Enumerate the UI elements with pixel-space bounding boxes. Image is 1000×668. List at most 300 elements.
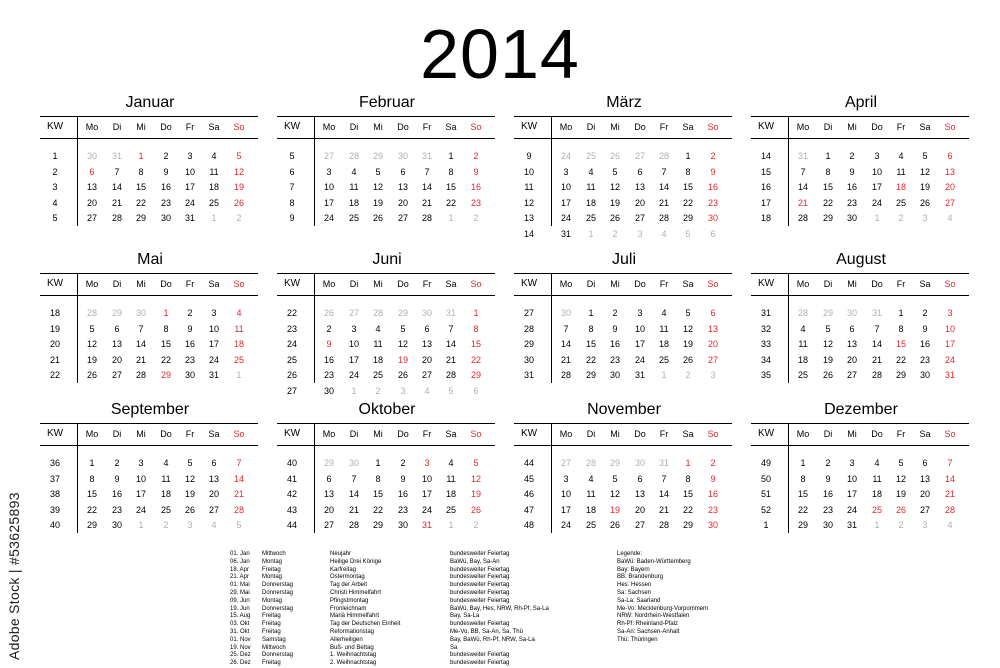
day-cell: 13 xyxy=(707,323,718,334)
day-cell: 21 xyxy=(135,354,146,365)
day-cell: 11 xyxy=(659,323,669,334)
day-cell: 21 xyxy=(871,354,882,365)
weekday-header: Sa xyxy=(682,122,694,132)
holiday-region: bundesweiter Feiertag xyxy=(450,551,510,557)
holiday-date: 19. Nov xyxy=(230,644,251,651)
week-number: 18 xyxy=(49,308,60,318)
day-cell: 14 xyxy=(797,182,808,193)
holiday-date: 31. Okt xyxy=(230,628,250,635)
adjacent-month-day: 3 xyxy=(637,229,643,239)
day-cell: 8 xyxy=(800,473,806,484)
weekday-header: Di xyxy=(349,279,359,289)
day-cell: 14 xyxy=(658,489,669,500)
holiday-weekday: Freitag xyxy=(262,613,281,620)
weekday-header: Fr xyxy=(185,279,195,289)
day-cell: 16 xyxy=(822,489,833,500)
week-number: 15 xyxy=(760,166,771,177)
legend-item: Thü: Thüringen xyxy=(617,636,658,643)
week-column-divider xyxy=(77,423,78,533)
week-number: 25 xyxy=(286,354,297,365)
day-cell: 21 xyxy=(944,489,955,500)
holiday-name: Christi Himmelfahrt xyxy=(330,589,382,596)
holiday-region: bundesweiter Feiertag xyxy=(450,589,510,596)
holiday-name: Reformationstag xyxy=(330,628,375,635)
adjacent-month-day: 1 xyxy=(138,520,144,531)
day-cell: 16 xyxy=(111,489,122,500)
day-cell: 31 xyxy=(634,370,645,381)
adjacent-month-day: 2 xyxy=(473,520,479,531)
holiday-region: BaWü, Bay, Hes, NRW, Rh-Pf, Sa-La xyxy=(450,605,549,612)
day-cell: 20 xyxy=(634,197,645,208)
divider xyxy=(514,116,732,117)
adjacent-month-day: 3 xyxy=(922,213,928,224)
adjacent-month-day: 24 xyxy=(560,151,571,161)
day-cell: 17 xyxy=(135,489,146,500)
weekday-header: Sa xyxy=(682,279,694,289)
day-cell: 16 xyxy=(707,182,718,193)
week-number: 16 xyxy=(760,182,771,193)
day-cell: 19 xyxy=(609,197,620,208)
week-number: 44 xyxy=(286,520,297,531)
week-number: 9 xyxy=(526,151,532,161)
day-cell: 12 xyxy=(609,489,620,500)
adjacent-month-day: 2 xyxy=(612,229,618,239)
day-cell: 27 xyxy=(86,213,97,224)
day-cell: 15 xyxy=(682,489,693,500)
day-cell: 2 xyxy=(163,151,169,161)
day-cell: 3 xyxy=(947,308,953,318)
weekday-header: So xyxy=(944,122,956,132)
day-cell: 27 xyxy=(944,197,955,208)
holiday-weekday: Montag xyxy=(262,574,283,581)
week-number: 37 xyxy=(49,473,60,484)
day-cell: 10 xyxy=(208,323,219,334)
week-number: 14 xyxy=(523,229,534,239)
week-number: 49 xyxy=(760,458,771,468)
adjacent-month-day: 25 xyxy=(585,151,596,161)
day-cell: 12 xyxy=(470,473,481,484)
day-cell: 8 xyxy=(588,323,594,334)
weekday-header: So xyxy=(707,429,719,439)
day-cell: 21 xyxy=(658,504,669,515)
day-cell: 19 xyxy=(233,182,244,193)
day-cell: 6 xyxy=(922,458,928,468)
weekday-header: So xyxy=(233,122,245,132)
holiday-weekdays-column xyxy=(262,551,293,668)
holiday-regions-column xyxy=(450,551,549,668)
day-cell: 30 xyxy=(609,370,620,381)
day-cell: 27 xyxy=(634,520,645,531)
day-cell: 9 xyxy=(326,339,332,350)
weekday-header: Mo xyxy=(559,122,573,132)
day-cell: 12 xyxy=(919,166,930,177)
day-cell: 11 xyxy=(872,473,882,484)
week-number: 17 xyxy=(760,197,771,208)
day-cell: 21 xyxy=(445,354,456,365)
day-cell: 3 xyxy=(138,458,144,468)
month-name: Juni xyxy=(372,251,402,268)
week-number: 41 xyxy=(286,473,297,484)
day-cell: 21 xyxy=(111,197,122,208)
day-cell: 19 xyxy=(184,489,195,500)
day-cell: 16 xyxy=(323,354,334,365)
divider xyxy=(40,138,258,139)
adjacent-month-day: 1 xyxy=(661,370,667,381)
day-cell: 24 xyxy=(184,197,195,208)
day-cell: 4 xyxy=(800,323,806,334)
holiday-weekday: Freitag xyxy=(262,628,281,635)
adjacent-month-day: 4 xyxy=(661,229,667,239)
day-cell: 5 xyxy=(400,323,406,334)
day-cell: 13 xyxy=(323,489,334,500)
day-cell: 18 xyxy=(658,339,669,350)
holiday-region: bundesweiter Feiertag xyxy=(450,566,510,573)
day-cell: 20 xyxy=(86,197,97,208)
kw-header: KW xyxy=(46,121,64,132)
day-cell: 26 xyxy=(372,213,383,224)
day-cell: 29 xyxy=(822,213,833,224)
week-column-divider xyxy=(788,116,789,226)
day-cell: 20 xyxy=(707,339,718,350)
day-cell: 9 xyxy=(825,473,831,484)
week-number: 28 xyxy=(523,323,534,334)
weekday-header: Sa xyxy=(919,279,931,289)
weekday-header: Fr xyxy=(659,279,669,289)
day-cell: 14 xyxy=(445,339,456,350)
day-cell: 18 xyxy=(871,489,882,500)
month-name: Januar xyxy=(125,94,175,111)
adjacent-month-day: 4 xyxy=(947,213,953,224)
adjacent-month-day: 2 xyxy=(898,213,904,224)
kw-header: KW xyxy=(757,121,775,132)
day-cell: 8 xyxy=(138,166,144,177)
day-cell: 22 xyxy=(372,504,383,515)
month-name: Oktober xyxy=(358,401,416,418)
day-cell: 24 xyxy=(560,213,571,224)
day-cell: 17 xyxy=(871,182,882,193)
day-cell: 25 xyxy=(348,213,359,224)
adjacent-month-day: 30 xyxy=(634,458,645,468)
adjacent-month-day: 30 xyxy=(135,308,146,318)
day-cell: 8 xyxy=(898,323,904,334)
holiday-date: 09. Jun xyxy=(230,597,250,604)
adjacent-month-day: 31 xyxy=(658,458,669,468)
month-12 xyxy=(751,400,971,540)
divider xyxy=(40,273,258,274)
adjacent-month-day: 30 xyxy=(348,458,359,468)
day-cell: 1 xyxy=(825,151,831,161)
day-cell: 30 xyxy=(111,520,122,531)
week-column-divider xyxy=(77,116,78,226)
day-cell: 14 xyxy=(658,182,669,193)
day-cell: 8 xyxy=(89,473,95,484)
kw-header: KW xyxy=(283,278,301,289)
day-cell: 16 xyxy=(919,339,930,350)
day-cell: 19 xyxy=(682,339,693,350)
week-number: 13 xyxy=(523,213,534,224)
weekday-header: Do xyxy=(634,429,646,439)
holiday-name: Ostermontag xyxy=(330,574,365,581)
divider xyxy=(277,423,495,424)
month-2 xyxy=(277,93,497,233)
weekday-header: Mo xyxy=(796,122,810,132)
day-cell: 25 xyxy=(797,370,808,381)
day-cell: 17 xyxy=(208,339,219,350)
day-cell: 7 xyxy=(351,473,357,484)
day-cell: 7 xyxy=(563,323,569,334)
day-cell: 8 xyxy=(448,166,454,177)
day-cell: 17 xyxy=(560,197,571,208)
legend-item: Sa-La: Saarland xyxy=(617,597,661,604)
day-cell: 13 xyxy=(944,166,955,177)
day-cell: 28 xyxy=(135,370,146,381)
week-column-divider xyxy=(314,116,315,226)
day-cell: 29 xyxy=(470,370,481,381)
day-cell: 25 xyxy=(895,197,906,208)
day-cell: 25 xyxy=(160,504,171,515)
holiday-date: 06. Jan xyxy=(230,558,250,565)
day-cell: 19 xyxy=(609,504,620,515)
month-name: November xyxy=(587,401,661,418)
day-cell: 22 xyxy=(822,197,833,208)
day-cell: 9 xyxy=(163,166,169,177)
month-name: März xyxy=(606,94,642,111)
day-cell: 24 xyxy=(871,197,882,208)
day-cell: 22 xyxy=(135,197,146,208)
weekday-header: So xyxy=(944,279,956,289)
kw-header: KW xyxy=(46,428,64,439)
day-cell: 15 xyxy=(86,489,97,500)
day-cell: 6 xyxy=(947,151,953,161)
day-cell: 16 xyxy=(184,339,195,350)
divider xyxy=(40,295,258,296)
week-number: 40 xyxy=(49,520,60,531)
weekday-header: Sa xyxy=(208,279,220,289)
adjacent-month-day: 5 xyxy=(685,229,691,239)
adjacent-month-day: 1 xyxy=(588,229,594,239)
day-cell: 13 xyxy=(397,182,408,193)
day-cell: 7 xyxy=(874,323,880,334)
day-cell: 23 xyxy=(111,504,122,515)
day-cell: 14 xyxy=(348,489,359,500)
kw-header: KW xyxy=(757,278,775,289)
month-5 xyxy=(40,250,260,390)
week-number: 38 xyxy=(49,489,60,500)
day-cell: 30 xyxy=(323,386,334,396)
day-cell: 14 xyxy=(135,339,146,350)
day-cell: 4 xyxy=(661,308,667,318)
day-cell: 1 xyxy=(800,458,806,468)
day-cell: 6 xyxy=(211,458,217,468)
day-cell: 6 xyxy=(326,473,332,484)
day-cell: 1 xyxy=(685,458,691,468)
weekday-header: Mi xyxy=(136,279,146,289)
divider xyxy=(277,445,495,446)
adjacent-month-day: 31 xyxy=(111,151,122,161)
day-cell: 19 xyxy=(470,489,481,500)
weekday-header: Sa xyxy=(445,122,457,132)
day-cell: 23 xyxy=(397,504,408,515)
day-cell: 6 xyxy=(89,166,95,177)
weekday-header: Mo xyxy=(322,429,336,439)
day-cell: 13 xyxy=(421,339,432,350)
adjacent-month-day: 31 xyxy=(445,308,456,318)
adjacent-month-day: 28 xyxy=(797,308,808,318)
day-cell: 22 xyxy=(470,354,481,365)
day-cell: 23 xyxy=(470,197,481,208)
adjacent-month-day: 29 xyxy=(372,151,383,161)
day-cell: 15 xyxy=(135,182,146,193)
day-cell: 18 xyxy=(208,182,219,193)
adjacent-month-day: 30 xyxy=(846,308,857,318)
day-cell: 11 xyxy=(798,339,808,350)
holiday-names-column xyxy=(330,551,400,668)
day-cell: 10 xyxy=(348,339,359,350)
day-cell: 12 xyxy=(184,473,195,484)
day-cell: 4 xyxy=(211,151,217,161)
adjacent-month-day: 1 xyxy=(448,520,454,531)
day-cell: 28 xyxy=(797,213,808,224)
day-cell: 24 xyxy=(846,504,857,515)
weekday-header: Di xyxy=(112,122,122,132)
weekday-header: Mi xyxy=(373,429,383,439)
day-cell: 11 xyxy=(349,182,359,193)
weekday-header: Sa xyxy=(682,429,694,439)
day-cell: 28 xyxy=(658,520,669,531)
day-cell: 4 xyxy=(236,308,242,318)
weekday-header: Mo xyxy=(85,279,99,289)
day-cell: 9 xyxy=(187,323,193,334)
weekday-header: So xyxy=(470,122,482,132)
day-cell: 10 xyxy=(560,489,571,500)
weekday-header: Di xyxy=(586,122,596,132)
day-cell: 5 xyxy=(612,473,618,484)
week-number: 29 xyxy=(523,339,534,350)
day-cell: 25 xyxy=(233,354,244,365)
holiday-weekday: Donnerstag xyxy=(262,582,294,589)
day-cell: 3 xyxy=(563,166,569,177)
legend-title: Legende: xyxy=(617,551,643,557)
day-cell: 28 xyxy=(421,213,432,224)
adjacent-month-day: 2 xyxy=(685,370,691,381)
day-cell: 10 xyxy=(323,182,334,193)
week-column-divider xyxy=(788,273,789,383)
day-cell: 12 xyxy=(822,339,833,350)
day-cell: 21 xyxy=(560,354,571,365)
week-number: 20 xyxy=(49,339,60,350)
divider xyxy=(751,445,969,446)
day-cell: 14 xyxy=(421,182,432,193)
day-cell: 22 xyxy=(797,504,808,515)
legend-item: Hes: Hessen xyxy=(617,582,652,589)
adjacent-month-day: 2 xyxy=(375,386,381,396)
adjacent-month-day: 30 xyxy=(560,308,571,318)
day-cell: 8 xyxy=(825,166,831,177)
year-title: 2014 xyxy=(420,15,580,93)
week-number: 26 xyxy=(286,370,297,381)
day-cell: 30 xyxy=(160,213,171,224)
weekday-header: Sa xyxy=(445,429,457,439)
weekday-header: Fr xyxy=(422,122,432,132)
day-cell: 24 xyxy=(634,354,645,365)
week-number: 19 xyxy=(49,323,60,334)
holiday-date: 19. Jun xyxy=(230,605,250,612)
day-cell: 9 xyxy=(114,473,120,484)
day-cell: 16 xyxy=(609,339,620,350)
day-cell: 24 xyxy=(208,354,219,365)
day-cell: 17 xyxy=(944,339,955,350)
day-cell: 18 xyxy=(348,197,359,208)
day-cell: 14 xyxy=(111,182,122,193)
legend-items xyxy=(617,559,708,645)
day-cell: 11 xyxy=(586,182,596,193)
day-cell: 12 xyxy=(397,339,408,350)
week-number: 3 xyxy=(52,182,58,193)
weekday-header: Mo xyxy=(322,279,336,289)
adjacent-month-day: 4 xyxy=(211,520,217,531)
week-number: 31 xyxy=(760,308,771,318)
stock-credit: Adobe Stock | #53625893 xyxy=(6,492,22,660)
adjacent-month-day: 31 xyxy=(871,308,882,318)
day-cell: 31 xyxy=(208,370,219,381)
day-cell: 1 xyxy=(448,151,454,161)
day-cell: 2 xyxy=(922,308,928,318)
day-cell: 17 xyxy=(846,489,857,500)
day-cell: 12 xyxy=(609,182,620,193)
weekday-header: Do xyxy=(871,122,883,132)
day-cell: 23 xyxy=(846,197,857,208)
day-cell: 20 xyxy=(397,197,408,208)
day-cell: 1 xyxy=(588,308,594,318)
weekday-header: Do xyxy=(871,279,883,289)
weekday-header: Mo xyxy=(559,429,573,439)
holiday-weekday: Freitag xyxy=(262,660,281,667)
weekday-header: Mi xyxy=(136,122,146,132)
weekday-header: Mi xyxy=(373,122,383,132)
holiday-date: 26. Dez xyxy=(230,660,251,667)
day-cell: 6 xyxy=(424,323,430,334)
week-column-divider xyxy=(77,273,78,383)
weekday-header: Di xyxy=(586,429,596,439)
day-cell: 29 xyxy=(160,370,171,381)
day-cell: 15 xyxy=(682,182,693,193)
weekday-header: Do xyxy=(397,122,409,132)
day-cell: 2 xyxy=(710,151,716,161)
day-cell: 2 xyxy=(400,458,406,468)
holiday-region: bundesweiter Feiertag xyxy=(450,652,510,659)
holiday-region: BaWü, Bay, Sa-An xyxy=(450,558,500,565)
day-cell: 24 xyxy=(421,504,432,515)
weekday-header: Mi xyxy=(610,429,620,439)
weekday-header: Fr xyxy=(896,279,906,289)
holiday-weekday: Mittwoch xyxy=(262,644,286,651)
day-cell: 22 xyxy=(895,354,906,365)
week-column-divider xyxy=(788,423,789,533)
weekday-header: Mo xyxy=(85,122,99,132)
adjacent-month-day: 28 xyxy=(658,151,669,161)
day-cell: 3 xyxy=(563,473,569,484)
day-cell: 17 xyxy=(348,354,359,365)
holiday-date: 01. Nov xyxy=(230,636,251,643)
adjacent-month-day: 1 xyxy=(874,213,880,224)
day-cell: 8 xyxy=(473,323,479,334)
weekday-header: Fr xyxy=(659,122,669,132)
day-cell: 23 xyxy=(184,354,195,365)
adjacent-month-day: 26 xyxy=(609,151,620,161)
divider xyxy=(514,295,732,296)
day-cell: 30 xyxy=(919,370,930,381)
weekday-header: Mo xyxy=(796,429,810,439)
